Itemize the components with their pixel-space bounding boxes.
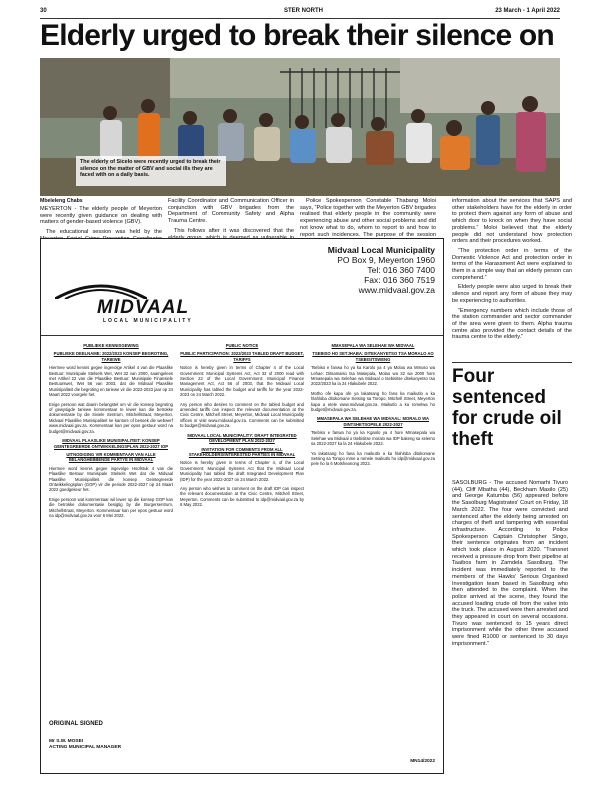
signatory-name: Mr S.W. MOSEI bbox=[49, 739, 84, 744]
notice-paragraph: Tsebiso e fanwa ho ya ka Kgaolo ya 4 hore Mmasepala wa Selehae wa Midvaal o tsebisitse moralo wa IDP bakeng sa selemo sa 2022-2027 ka la 24 Hlakubele 2022. bbox=[311, 430, 435, 447]
notice-paragraph: Motho ofe kapa ofe ya lakatsang ho fana ka maikutlo a ka hlahloba ditokomane Setsing sa Toropo, Mitchell Street, Meyerton kapa a etele www.midvaal.gov.za. Maikutlo a ka romelwa ho budget@midvaal.gov.za. bbox=[311, 390, 435, 413]
advert-banner bbox=[41, 239, 443, 329]
advert-rule bbox=[41, 335, 443, 336]
municipal-advert bbox=[40, 238, 444, 774]
paragraph: Facility Coordinator and Communication Officer in conjunction with GBV brigades from the Department of Community Safety and Alpha Trauma Centre. bbox=[168, 198, 294, 225]
contact-block bbox=[251, 245, 435, 295]
paragraph: Elderly people were also urged to break their silence and report any form of abuse they may be experiencing to authorities. bbox=[452, 284, 572, 304]
sidebar-headline: Four sentenced for crude oil theft bbox=[452, 366, 562, 450]
paragraph: The educational session was held by the bbox=[46, 229, 162, 236]
midvaal-logo-icon bbox=[55, 279, 147, 299]
brand-name: MIDVAAL bbox=[97, 297, 190, 318]
notice-heading: PUBLIEKE KENNISGEWING bbox=[83, 343, 139, 348]
byline: Mbeleleng Chabs bbox=[40, 198, 83, 204]
paragraph: “Emergency numbers which include those of the station commander and sector commander of the area were given to them. Alpha trauma centre also provided the contact details of the trauma centre to the elderly.” bbox=[452, 307, 572, 341]
sidebar-text: SASOLBURG - The accused Nomarhi Tivuro (44), Cliff Mbatha (44), Beckham Masilo (25) and George Katumba (56) appeared before the Sasolburg Magistrates' Court on Friday, 18 March 2022. The four were convicted and sentenced after the elderly being arrested on charges of theft and tampering with essential infrastructure. According to Police Spokesperson Captain Christopher Singo, their sentence originates from an incident which took place in August 2020. “Transnet received a pressure drop from their pipeline at Taaibos farm in Zamdela Sasolburg. The incident was immediately reported to the members of the Hawks' Serious Organised Investigation team based in Sasolburg who then attended to the complaint. When the police arrived at the scene, they found the accused loading crude oil from the valve into the truck. The accused were then arrested and they appeared in court on several occasions. Tivuro was sentenced to 15 years direct imprisonment while the other three accused were fined R1000 or sentenced to 30 days imprisonment.” bbox=[452, 480, 568, 647]
notice-heading: PUBLIEKE DEELNAME: 2022/2023 KONSEP BEGROTING, TARIEWE bbox=[53, 351, 169, 362]
paragraph: Police Spokesperson Constable Thabang Moloi says, “Police together with the Meyerton GBV brigades realised that elderly people in the community were experiencing abuse and other social problems and did not know what to do, whom to report to and how to report such incidences. The purpose of the session bbox=[300, 198, 436, 238]
issue-date: 23 March - 1 April 2022 bbox=[495, 8, 560, 14]
story-column-4 bbox=[452, 198, 572, 344]
notice-paragraph: Notice is hereby given in terms of Chapter 4, of the Local Government: Municipal Systems Act that the Midvaal Local Municipality has tabled the draft Integrated Development Plan (IDP) for the year 2022-2027 on 24 March 2022. bbox=[180, 460, 304, 482]
notice-paragraph: Any person who desires to comment on the tabled budget and amended tariffs can inspect the relevant documentation at the Civic Centre, Mitchell Street, Meyerton, Midvaal Local Municipality offices or visit www.midvaal.gov.za. Comments can be submitted to budget@midvaal.gov.za. bbox=[180, 401, 304, 429]
paragraph: information about the services that SAPS and other stakeholders have for the elderly in order to protect them against any form of abuse and which door to knock on when they have social problems.” Moloi believed that the elderly people did not understand how protection orders and their procedures worked. bbox=[452, 198, 572, 245]
page-header bbox=[40, 6, 560, 18]
notice-heading: INVITATION FOR COMMENTS FROM ALL STAKEHOLDERS/INTERESTED PARTIES IN MIDVAAL bbox=[188, 446, 296, 457]
notice-sesotho bbox=[311, 341, 435, 471]
contact-line: Midvaal Local Municipality bbox=[327, 245, 435, 255]
page-number: 30 bbox=[40, 8, 47, 14]
headline: Elderly urged to break their silence on bbox=[40, 20, 554, 52]
notice-paragraph: Tsebiso e fanwa ho ya ka Karolo ya 4 ya Molao wa Mmuso wa Lehae: Ditsamaiso tsa Masepala, Molao wa 32 wa 2000 hore Mmasepala wa Selehae wa Midvaal o tsebisitse ditekanyetso tsa 2022/2023 ka la 24 Hlakubele 2022. bbox=[311, 365, 435, 387]
notice-heading: MMASEPALA WA SELEHAE WA MIDVAAL: MORALO WA DINTSHETSOPELE 2022-2027 bbox=[317, 416, 429, 427]
notice-english bbox=[180, 341, 304, 512]
publication-name: STER NORTH bbox=[284, 8, 323, 14]
notice-paragraph: Enige persoon wat kommentaar wil lewer op die konsep GOP kan die betrokke dokumentasie besigtig by die Burgersentrum, Mitchellstraat, Meyerton. Kommentaar kan per epos gestuur word na idp@midvaal.gov.za voor 6 Mei 2022. bbox=[49, 496, 173, 518]
website-link[interactable]: www.midvaal.gov.za bbox=[358, 285, 435, 295]
notice-paragraph: Enige persoon wat daarin belangstel om vir die konsep begroting of gewysigde tariewe kommentaar te lewer kan die betrokke dokumentasie by die Siviele Sentrum, Mitchellstraat, Meyerton, Midvaal Plaaslike Munisipaliteit se kantore of besoek die webwerf www.midvaal.gov.za. Kommentaar kan per epos gestuur word na budget@midvaal.gov.za. bbox=[49, 401, 173, 434]
notice-heading: MIDVAAL PLAASLIKE MUNISIPALITEIT: KONSEP GEINTEGREERDE ONTWIKKELINGSPLAN 2022-2027 IOP bbox=[53, 438, 169, 449]
notice-paragraph: Any person who wishes to comment on the draft IDP can inspect the relevant documentation at the Civic Centre, Mitchell Street, Meyerton. Comments can be submitted to idp@midvaal.gov.za by 6 May 2022. bbox=[180, 485, 304, 508]
notice-heading: TSEBISO HO SETJHABA: DITEKANYETSO TSA MORALO AO TSEBISITSWENG bbox=[312, 351, 434, 362]
photo-caption: The elderly of Sicelo were recently urged to break their silence on the matter of GBV and social ills they are faced with on a daily basis. bbox=[76, 156, 226, 186]
notice-paragraph: Notice is hereby given in terms of Chapter 4 of the Local Government: Municipal Systems Act, Act 32 of 2000 read with Section 22 of the Local Government: Municipal Finance Management Act, Act 56 of 2003, that the Midvaal Local Municipality has tabled the budget and tariffs for the year 2022-2023 on 24 March 2022. bbox=[180, 365, 304, 398]
paragraph: “The protection order in terms of the Domestic Violence Act and protection order in terms of the Harassment Act were explained to them in a simple way that an elderly person can comprehend.” bbox=[452, 247, 572, 281]
paragraph: MEYERTON - The elderly people of Meyerton were recently given guidance on dealing with matters of gender-based violence (GBV). bbox=[40, 206, 162, 226]
contact-line: Tel: 016 360 7400 bbox=[367, 265, 435, 275]
sidebar-rule bbox=[452, 362, 572, 363]
notice-afrikaans bbox=[49, 341, 173, 522]
notice-heading: PUBLIC NOTICE bbox=[225, 343, 259, 348]
contact-line: PO Box 9, Meyerton 1960 bbox=[337, 255, 435, 265]
signatory-block bbox=[49, 739, 121, 751]
notice-heading: PUBLIC PARTICIPATION: 2022/2023 TABLED DRAFT BUDGET, TARIFFS bbox=[180, 351, 304, 362]
brand-subtitle: LOCAL MUNICIPALITY bbox=[103, 318, 193, 324]
notice-paragraph: Ya lakatsang ho fana ka maikutlo a ka hlahloba ditokomane Setsing sa Toropo mme a romele maikutlo ho idp@midvaal.gov.za pele ho la 6 Motsheanong 2022. bbox=[311, 450, 435, 467]
notice-number: MN14/2022 bbox=[410, 759, 435, 764]
signature-label: ORIGINAL SIGNED bbox=[49, 721, 103, 727]
paragraph: This follows after it was discovered that the bbox=[174, 227, 294, 234]
notice-paragraph: Hiermee word kennis gegee ingevolge Hoofstuk 4 van die Plaaslike Bestuur Munisipale Stelsels Wet dat die Midvaal Plaaslike Munisipaliteit die konsep Geintegreerde Ontwikkelingsplan (GOP) vir die periode 2022-2027 op 24 Maart 2022 goedgekeur het. bbox=[49, 465, 173, 493]
notice-heading: MMASEPALA WA SELEHAE WA MIDVAAL bbox=[331, 343, 415, 348]
signatory-title: ACTING MUNICIPAL MANAGER bbox=[49, 745, 122, 750]
notice-heading: MIDVAAL LOCAL MUNICIPALITY: DRAFT INTEGRATED DEVELOPMENT PLAN 2022-2027 bbox=[187, 432, 297, 444]
header-rule bbox=[40, 18, 560, 19]
notice-paragraph: Hiermee word kennis gegee ingevolge Artikel 4 van die Plaaslike Bestuur: Munisipale Stelsels Wet, Wet 32 van 2000, saamgelees met Artikel 22 van die Plaaslike Bestuur: Munisipale Finansiele Bestuurswet, Wet 56 van 2003, dat die Midvaal Plaaslike Munisipaliteit die begroting en tariewe vir die 2022-2023 jaar op 24 Maart 2022 voorgele het. bbox=[49, 365, 173, 398]
contact-line: Fax: 016 360 7519 bbox=[364, 275, 435, 285]
notice-heading: UITNODIGING VIR KOMMENTAAR VAN ALLE BELANGHEBBENDE PARTYE IN MIDVAAL bbox=[66, 451, 156, 463]
